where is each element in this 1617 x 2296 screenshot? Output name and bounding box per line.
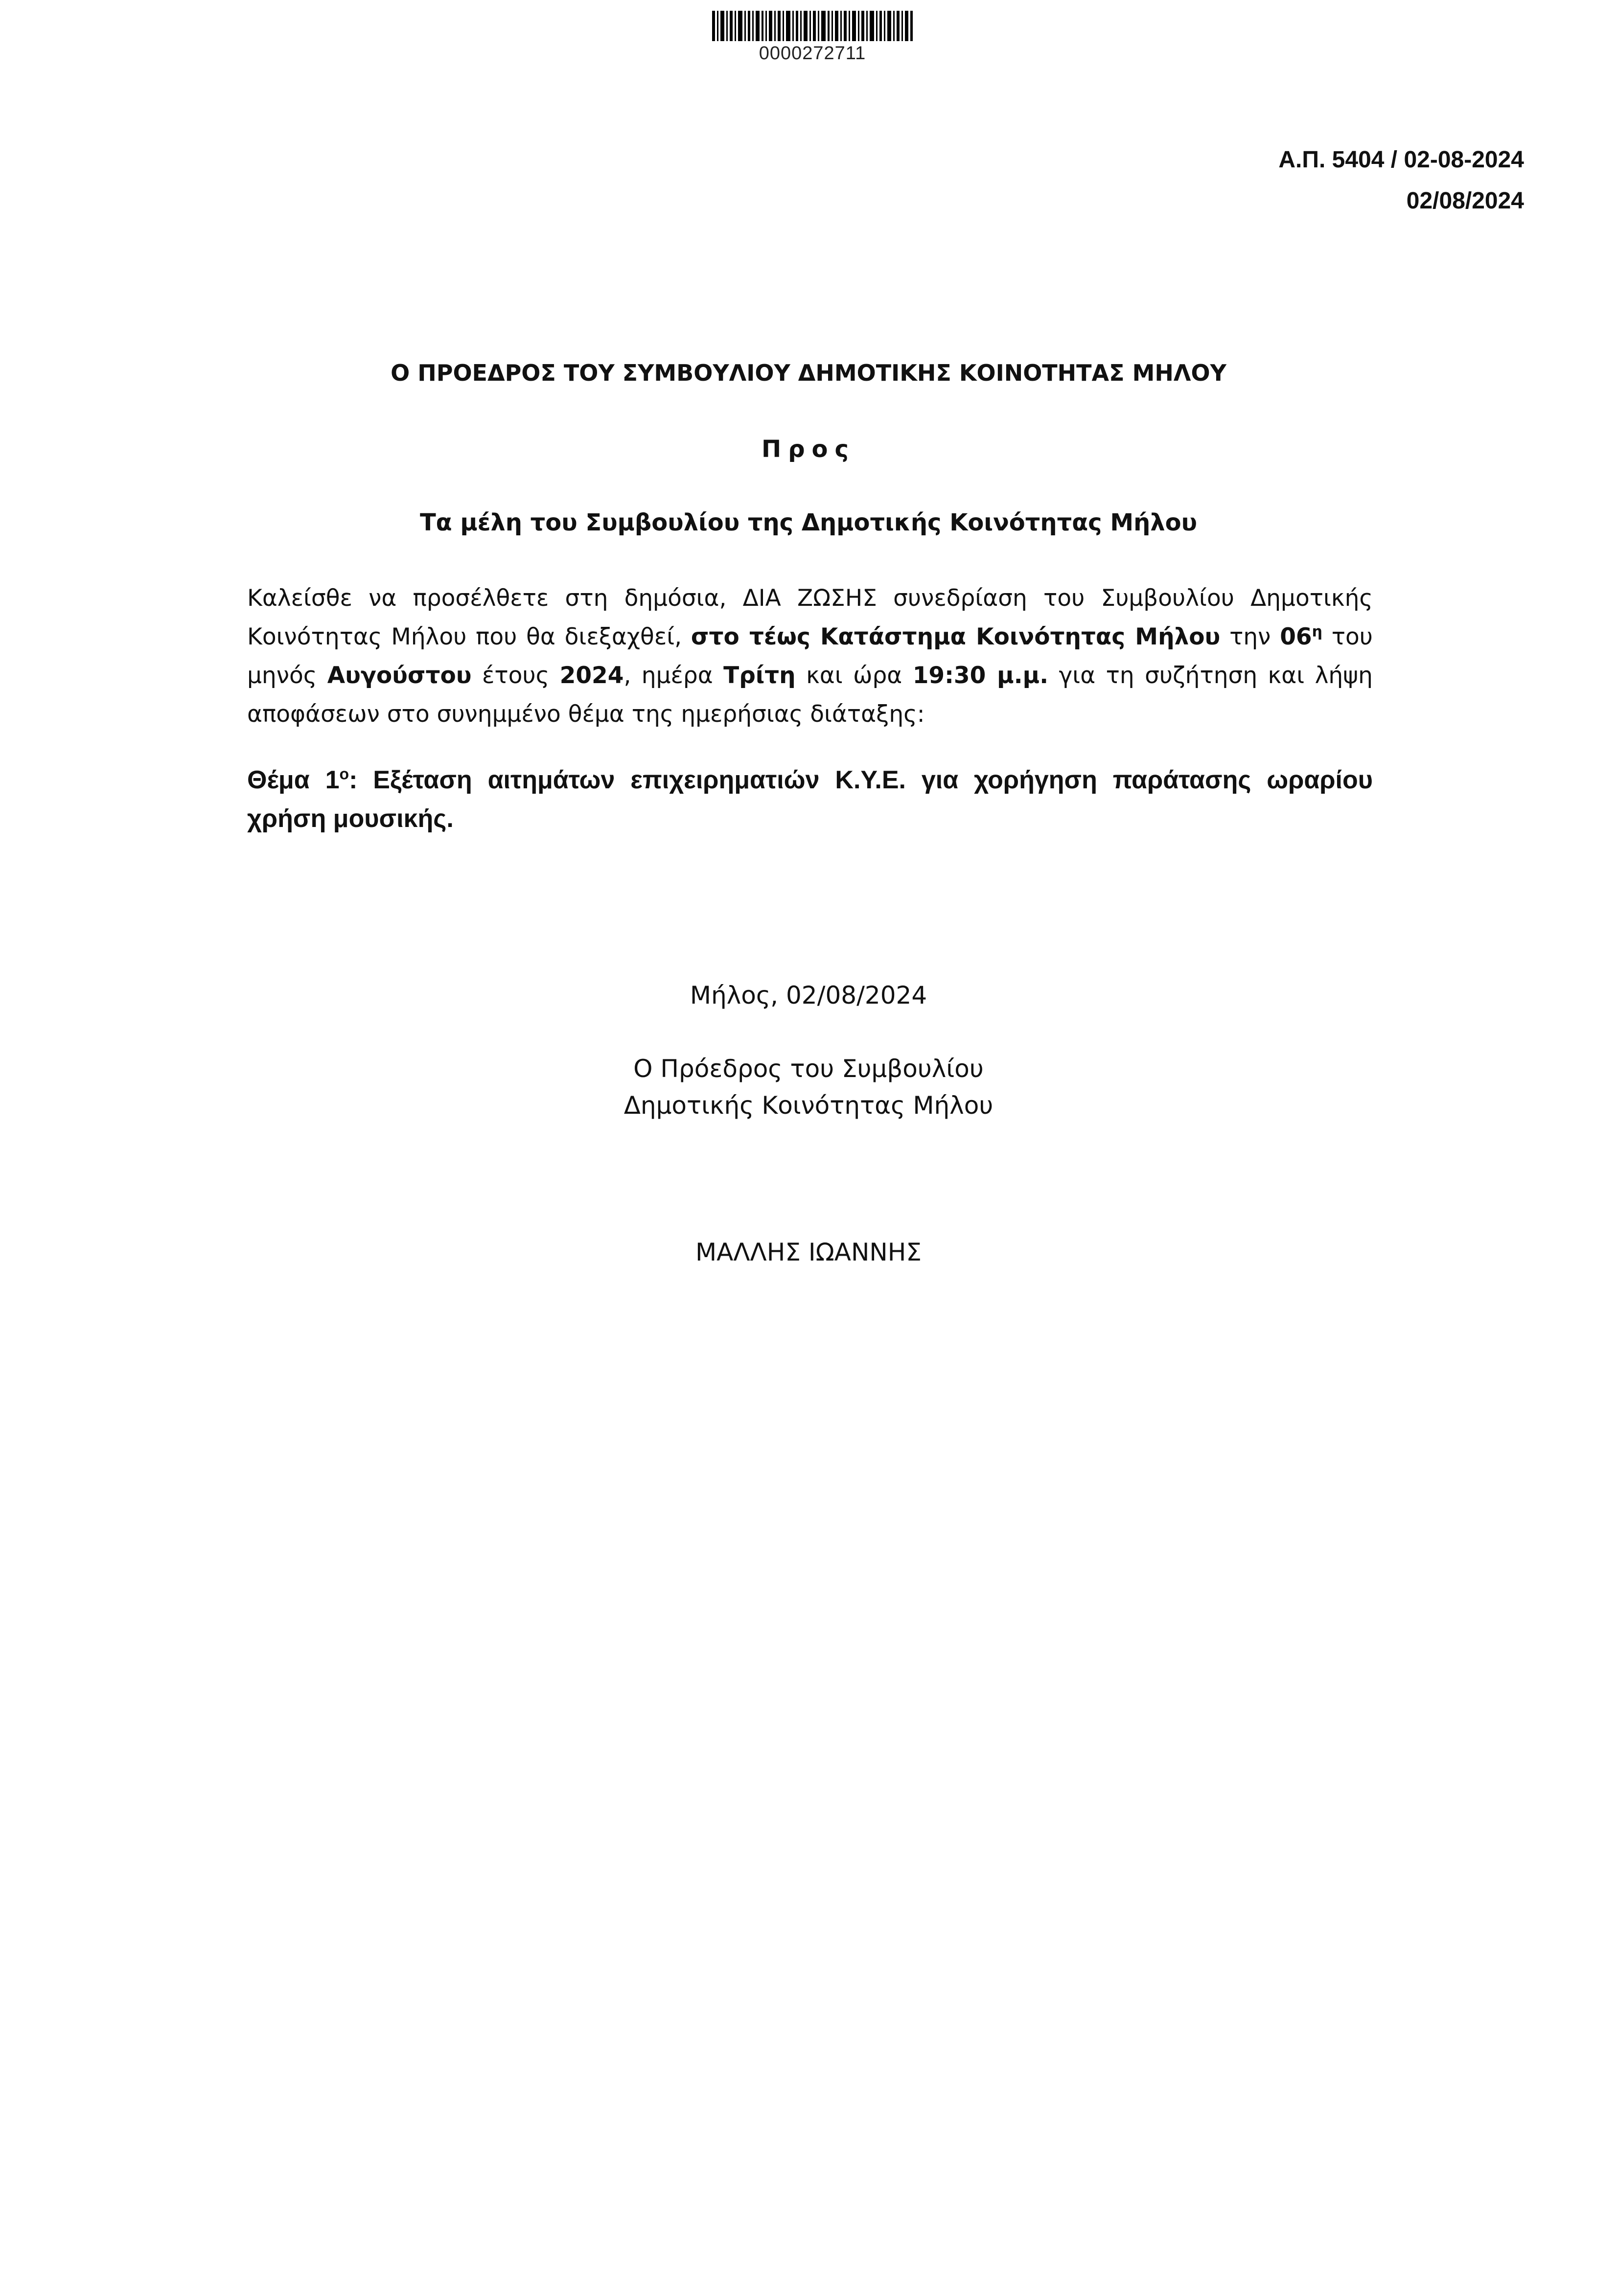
invitation-text: και ώρα xyxy=(795,662,913,689)
meeting-location: στο τέως Κατάστημα Κοινότητας Μήλου xyxy=(691,623,1221,650)
subject-ordinal: ο xyxy=(339,765,349,783)
invitation-paragraph xyxy=(247,579,1373,734)
subject-label: Θέμα 1 xyxy=(247,766,340,794)
invitation-text: , ημέρα xyxy=(624,662,724,689)
meeting-month: Αυγούστου xyxy=(327,662,472,689)
signatory-name: ΜΑΛΛΗΣ ΙΩΑΝΝΗΣ xyxy=(695,1238,922,1266)
barcode-number: 0000272711 xyxy=(759,43,866,64)
meeting-day: 06 xyxy=(1280,623,1312,650)
subject-text: : Εξέταση αιτημάτων επιχειρηματιών Κ.Υ.Ε. για χορήγηση παράτασης ωραρίου χρήση μουσικής. xyxy=(247,766,1373,833)
invitation-text: του μηνός xyxy=(247,623,1373,689)
invitation-text: για τη συζήτηση και λήψη αποφάσεων στο συνημμένο θέμα της ημερήσιας διάταξης: xyxy=(247,662,1373,728)
invitation-text: έτους xyxy=(471,662,560,689)
recipients-line: Τα μέλη του Συμβουλίου της Δημοτικής Κοινότητας Μήλου xyxy=(419,509,1198,536)
protocol-date: 02/08/2024 xyxy=(1406,188,1524,214)
signature-place-date: Μήλος, 02/08/2024 xyxy=(690,981,927,1010)
protocol-reference: Α.Π. 5404 / 02-08-2024 xyxy=(1278,147,1524,173)
invitation-text: Καλείσθε να προσέλθετε στη δημόσια, ΔΙΑ ΖΩΣΗΣ συνεδρίαση του Συμβουλίου Δημοτικής Κοινότητας Μήλου που θα διεξαχθεί, xyxy=(247,585,1373,650)
invitation-text: την xyxy=(1220,623,1280,650)
meeting-time: 19:30 μ.μ. xyxy=(912,662,1049,689)
meeting-weekday: Τρίτη xyxy=(723,662,796,689)
meeting-year: 2024 xyxy=(559,662,624,689)
to-label: Προς xyxy=(762,436,855,463)
agenda-subject xyxy=(247,761,1373,838)
protocol-block xyxy=(1278,139,1524,222)
signature-role-line1: Ο Πρόεδρος του Συμβουλίου xyxy=(633,1055,984,1083)
meeting-day-suffix: η xyxy=(1312,623,1322,641)
signature-role-line2: Δημοτικής Κοινότητας Μήλου xyxy=(624,1091,993,1120)
barcode xyxy=(712,11,913,41)
document-heading: Ο ΠΡΟΕΔΡΟΣ ΤΟΥ ΣΥΜΒΟΥΛΙΟΥ ΔΗΜΟΤΙΚΗΣ ΚΟΙΝΟΤΗΤΑΣ ΜΗΛΟΥ xyxy=(391,360,1226,386)
